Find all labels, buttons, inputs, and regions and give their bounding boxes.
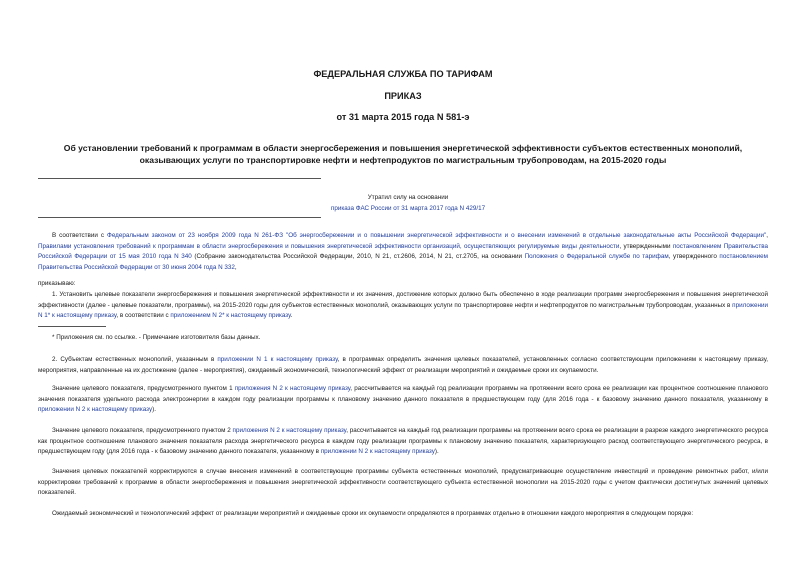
document-link[interactable]: постановлением Правительства Российской Федерации от 15 мая 2010 года N 340	[38, 242, 768, 261]
footnote-divider	[38, 326, 106, 327]
paragraph-text: , утвержденного	[668, 253, 720, 261]
paragraph-text: , рассчитывается на каждый год реализации программы на протяжении всего срока ее реализации как процентное соотношение планового значения показателя удельного расхода электроэнергии в каждом году реализации программы к плановому значению данного показателя в предшествующем году (для 2016 года - к базовому значению данного показателя, указанному в	[38, 385, 768, 403]
paragraph-item-1	[38, 290, 768, 322]
paragraph-preamble	[38, 231, 768, 273]
paragraph-text: Ожидаемый экономический и технологический эффект от реализации мероприятий и ожидаемые сроки их окупаемости определяются в программах отдельно в отношении каждого мероприятия в следующем порядке:	[52, 510, 694, 517]
order-title: Об установлении требований к программам в области энергосбережения и повышения энергетической эффективности субъектов естественных монополий, оказывающих услуги по транспортировке нефти и нефтепродуктов по магистральным трубопроводам, на 2015-2020 годы	[63, 143, 743, 165]
paragraph-text: , в программах определить значения целевых показателей, установленных согласно соответствующим приложениям к настоящему приказу, мероприятия, направленные на их достижение (далее - мероприятия), ожидаемый экономический, технологический эффект от реализации мероприятий и ожидаемые сроки их окупаемости.	[38, 356, 768, 374]
lost-force-text: Утратил силу на основании	[367, 194, 449, 201]
document-type-heading: ПРИКАЗ	[384, 91, 422, 101]
paragraph-indicator-1	[38, 384, 768, 416]
document-link[interactable]: приложения N 2 к настоящему приказу	[234, 385, 351, 392]
paragraph-text: приказываю:	[38, 280, 76, 287]
paragraph-text: 1. Установить целевые показатели энергосбережения и повышения энергетической эффективности и их значения, достижение которых должно быть обеспечено в ходе реализации программ энергосбережения и повышения энергетической эффективности (далее - целевые показатели, программы), на 2015-2020 годы для субъектов естественных монополий, оказывающих услуги по транспортировке нефти и нефтепродуктов по магистральным трубопроводам, указанных в	[38, 291, 768, 309]
paragraph-text: (Собрание законодательства Российской Федерации, 2010, N 21, ст.2606, 2014, N 21, ст.2705, на основании	[191, 253, 525, 261]
document-link[interactable]: приложении N 2 к настоящему приказу	[38, 406, 153, 414]
paragraph-indicator-2	[38, 426, 768, 458]
paragraph-text: ,	[766, 232, 768, 239]
document-link[interactable]: Положения о Федеральной службе по тарифам	[524, 253, 669, 261]
status-block	[228, 192, 588, 214]
divider-bottom	[38, 217, 321, 218]
paragraph-text: , рассчитывается на каждый год реализации программы на протяжении всего срока ее реализации в разрезе каждого энергетического ресурса как процентное соотношение планового значения показателя расхода энергетического ресурса в каждом году реализации программы к плановому значению показателя, характеризующего расход соответствующего энергетического ресурса, в предшествующем году (для 2016 года - к базовому значению данного показателя, указанному в	[38, 427, 769, 456]
footnote-text: * Приложения см. по ссылке. - Примечание изготовителя базы данных.	[52, 334, 261, 341]
document-link[interactable]: Федеральным законом от 23 ноября 2009 года N 261-ФЗ "Об энергосбережении и о повышении энергетической эффективности и о внесении изменений в отдельные законодательные акты Российской Федерации"	[107, 232, 767, 239]
order-date-number: от 31 марта 2015 года N 581-э	[336, 112, 470, 122]
agency-heading: ФЕДЕРАЛЬНАЯ СЛУЖБА ПО ТАРИФАМ	[313, 69, 493, 79]
paragraph-order-word	[38, 279, 768, 290]
document-link[interactable]: приложении N 1* к настоящему приказу	[38, 301, 768, 320]
paragraph-text: Значение целевого показателя, предусмотренного пунктом 2	[52, 427, 233, 434]
paragraph-text: ).	[152, 406, 156, 414]
document-link[interactable]: приложения N 2 к настоящему приказу	[232, 427, 347, 434]
paragraph-item-2	[38, 355, 768, 376]
document-link[interactable]: Правилами установления требований к программам в области энергосбережения и повышения энергетической эффективности организаций, осуществляющих регулируемые виды деятельности	[38, 242, 620, 250]
document-link[interactable]: постановлением Правительства Российской Федерации от 30 июня 2004 года N 332	[38, 253, 768, 271]
document-link[interactable]: приложении N 1 к настоящему приказу	[217, 356, 338, 363]
paragraph-text: ,	[234, 263, 237, 271]
paragraph-text: , утвержденными	[619, 242, 673, 250]
lost-force-link[interactable]: приказа ФАС России от 31 марта 2017 года N 429/17	[330, 205, 486, 212]
paragraph-text: Значения целевых показателей корректируются в случае внесения изменений в соответствующие программы субъекта естественных монополий, предусматривающие осуществление инвестиций и проведение ремонтных работ, и/или корректировки требований к программе в области энергосбережения и повышения энергетической эффективности соответствующего субъекта естественной монополии на 2015-2020 годы с учетом фактически достигнутых значений целевых показателей.	[38, 468, 768, 497]
document-link[interactable]: приложении N 2 к настоящему приказу	[320, 448, 435, 456]
paragraph-effect	[38, 509, 768, 520]
paragraph-text: .	[290, 312, 293, 320]
paragraph-text: ).	[434, 448, 439, 456]
paragraph-text: , в соответствии с	[116, 312, 171, 320]
paragraph-text: Значение целевого показателя, предусмотренного пунктом 1	[52, 385, 235, 392]
paragraph-text: 2. Субъектам естественных монополий, указанным в	[52, 356, 218, 363]
divider-top	[38, 178, 321, 179]
paragraph-correction	[38, 467, 768, 499]
document-link[interactable]: приложением N 2* к настоящему приказу	[170, 312, 291, 320]
paragraph-text: В соответствии с	[52, 232, 108, 239]
